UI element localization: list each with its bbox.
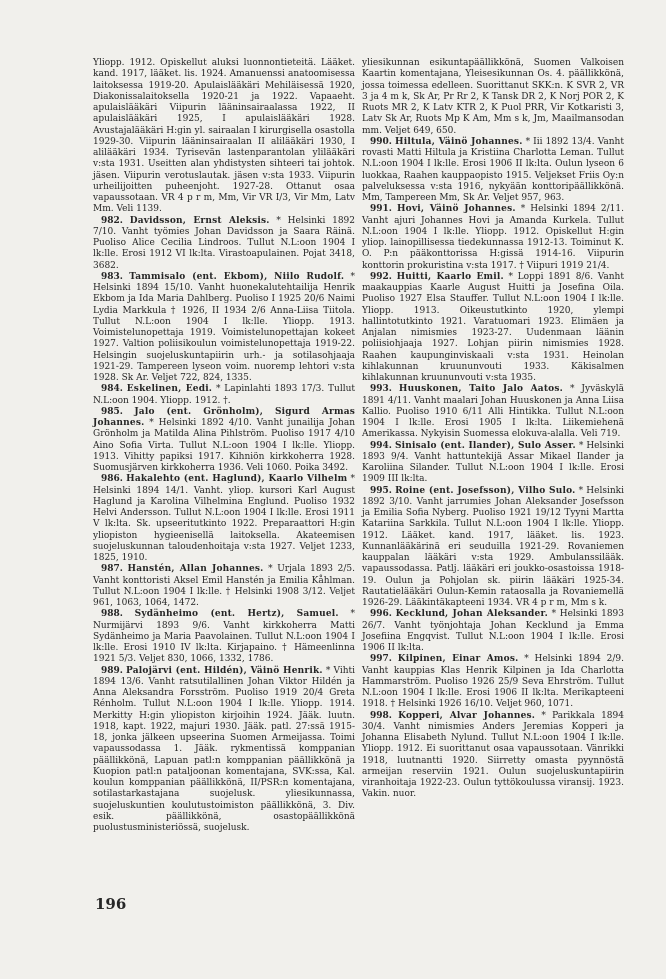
entry-number: 994. (370, 440, 392, 451)
biography-entry (93, 564, 355, 609)
person-name: Jalo (ent. Grönholm), Sigurd Armas Johannes. (93, 406, 355, 428)
entry-number: 988. (101, 609, 123, 620)
entry-number: 986. (101, 474, 123, 485)
person-name: Sinisalo (ent. Ilander), Sulo Asser. (394, 440, 576, 451)
person-name: Hanstén, Allan Johannes. (127, 564, 264, 575)
entry-text: Yliopp. 1912. Opiskellut aluksi luonnontieteitä. Lääket. kand. 1917, lääket. lis. 1924. Amanuenssi anatoomisessa laitoksessa 1919-20. Apulaislääkäri Mehiläisessä 1920, Diakonissalaitoksella 1920-21 ja 1922. Vapaaeht. apulaislääkäri Viipurin lääninsairaalassa 1922, II apulaislääkäri 1925, I apulaislääkäri 1928. Avustajalääkäri H:gin yl. sairaalan I kirurgisella osastolla 1929-30. Viipurin lääninsairaalan II alilääkäri 1930, I alilääkäri 1934. Tyrisevän lastenparantolan ylilääkäri v:sta 1931. Useitten alan yhdistysten sihteeri tai johtok. jäsen. Viipurin verotuslautak. jäsen v:sta 1933. Viipurin urheilijoitten puheenjoht. 1927-28. Ottanut osaa vapaussotaan. VR 4 p r m, Mm, Vir VR I/3, Vir Mm, Latv Mm. Veli 1139. (93, 58, 355, 215)
entry-number: 991. (370, 204, 392, 215)
person-name: Kecklund, Johan Aleksander. (395, 609, 548, 620)
entry-text: * Parikkala 1894 30/4. Vanht nimismies Anders Jeremias Kopperi ja Johanna Elisabeth Nylund. Tullut N.L:oon 1904 I lk:lle. Yliopp. 1912. Ei suorittanut osaa vapaussotaan. Vänrikki 1918, luutnantti 1920. Siirretty omasta pyynnöstä armeijan reserviin 1921. Oulun suojeluskuntapiirin viranhoitaja 1922-23. Oulun tyttökoulussa viransij. 1923. Vakin. nuor. (362, 710, 624, 800)
biography-entry (362, 272, 624, 385)
right-column (362, 58, 624, 801)
biography-entry (362, 441, 624, 486)
entry-text: * Helsinki 1892 7/10. Vanht työmies Johan Davidsson ja Saara Räinä. Puoliso Alice Cecilia Lindroos. Tullut N.L:oon 1904 I lk:lle. Erosi 1912 VI lk:lta. Virastoapulainen. Pojat 3418, 3682. (93, 215, 355, 271)
entry-number: 990. (370, 136, 392, 147)
biography-entry (93, 474, 355, 564)
person-name: Hiltula, Väinö Johannes. (395, 136, 523, 147)
biography-entry (362, 384, 624, 440)
entry-number: 995. (370, 485, 392, 496)
person-name: Hovi, Väinö Johannes. (396, 204, 516, 215)
person-name: Kopperi, Alvar Johannes. (398, 710, 536, 721)
entry-text: * Helsinki 1892 4/10. Vanht junailija Johan Grönholm ja Matilda Alina Pihlström. Puoliso 1917 4/10 Aino Sofia Virta. Tullut N.L:oon 1904 I lk:lle. Yliopp. 1913. Vihitty papiksi 1917. Kihniön kirkkoherra 1928. Suomusjärven kirkkoherra 1936. Veli 1060. Poika 3492. (93, 418, 355, 473)
person-name: Palojärvi (ent. Hildén), Väinö Henrik. (126, 665, 323, 676)
biography-entry (93, 407, 355, 475)
entry-text: * Nurmijärvi 1893 9/6. Vanht kirkkoherra Matti Sydänheimo ja Maria Paavolainen. Tullut N.L:oon 1904 I lk:lle. Erosi 1910 IV lk:lta. Kirjapaino. † Hämeenlinna 1921 5/3. Veljet 830, 1066, 1332, 1786. (93, 609, 355, 665)
entry-text: * Loppi 1891 8/6. Vanht maakauppias Kaarle August Huitti ja Josefina Oila. Puoliso 1927 Elsa Stauffer. Tullut N.L:oon 1904 I lk:lle. Yliopp. 1913. Oikeustutkinto 1920, ylempi hallintotutkinto 1921. Varatuomari 1923. Elimäen ja Anjalan nimismies 1923-27. Uudenmaan läänin poliisiohjaaja 1927. Lohjan piirin nimismies 1928. Raahen kaupunginviskaali v:sta 1931. Heinolan kihlakunnan kruununvouti 1933. Käkisalmen kihlakunnan kruununvouti v:sta 1935. (362, 271, 624, 383)
continued-entry (93, 58, 355, 216)
entry-number: 992. (370, 271, 392, 282)
entry-number: 998. (370, 710, 392, 721)
left-column (93, 58, 355, 834)
biography-entry (93, 609, 355, 665)
biography-entry (362, 137, 624, 205)
biography-entry (362, 654, 624, 710)
entry-number: 989. (101, 665, 123, 676)
biography-entry (362, 609, 624, 654)
entry-text: * Helsinki 1893 26/7. Vanht työnjohtaja Johan Kecklund ja Emma Josefiina Engqvist. Tullut N.L:oon 1904 I lk:lle. Erosi 1906 II lk:lta. (362, 609, 624, 653)
biography-entry (93, 216, 355, 272)
person-name: Huitti, Kaarlo Emil. (396, 271, 504, 282)
biography-entry (93, 384, 355, 407)
entry-text: * Urjala 1893 2/5. Vanht konttoristi Aksel Emil Hanstén ja Emilia Kåhlman. Tullut N.L:oon 1904 I lk:lle. † Helsinki 1908 3/12. Veljet 961, 1063, 1064, 1472. (93, 564, 355, 608)
entry-text: * Iii 1892 13/4. Vanht rovasti Matti Hiltula ja Kristiina Charlotta Leman. Tullut N.L:oon 1904 I lk:lle. Erosi 1906 II lk:lta. Oulun lyseon 6 luokkaa, Raahen kauppaopisto 1915. Veljekset Friis Oy:n palveluksessa v:sta 1916, nykyään konttoripäällikkönä. Mm, Tampereen Mm, Sk Ar. Veljet 957, 963. (362, 136, 624, 203)
entry-text: * Vihti 1894 13/6. Vanht ratsutilallinen Johan Viktor Hildén ja Anna Aleksandra Forsström. Puoliso 1919 20/4 Greta Rénholm. Tullut N.L:oon 1904 I lk:lle. Yliopp. 1914. Merkitty H:gin yliopiston kirjoihin 1924. Jääk. luutn. 1918, kapt. 1922, majuri 1930. Jääk. patl. 27:ssä 1915-18, jonka jälkeen upseerina Suomen Armeijassa. Toimi vapaussodassa 1. Jääk. rykmentissä komppanian päällikkönä, Lapuan patl:n komppanian päällikkönä ja Kuopion patl:n pataljoonan komentajana, SVK:ssa, Kal. koulun komppanian päällikkönä, II/PSR:n komentajana, sotilastarkastajana suojelusk. yliesikunnassa, suojeluskuntien koulutustoimiston päällikkönä, 3. Div. esik. päällikkönä, osastopäällikkönä puolustusministeriössä, suojelusk. (93, 665, 355, 833)
entry-text: * Helsinki 1892 3/10. Vanht jarrumies Johan Aleksander Josefsson ja Emilia Sofia Nyberg. Puoliso 1921 19/12 Tyyni Martta Katariina Sarkkila. Tullut N.L:oon 1904 I lk:lle. Yliopp. 1912. Lääket. kand. 1917, lääket. lis. 1923. Kunnanlääkärinä eri seuduilla 1921-29. Rovaniemen kauppalan lääkäri v:sta 1929. Ambulanssilääk. vapaussodassa. Patlj. lääkäri eri joukko-osastoissa 1918-19. Oulun ja Pohjolan sk. piirin lääkäri 1925-34. Rautatielääkäri Oulun-Kemin rataosalla ja Rovaniemellä 1926-29. Lääkintäkapteeni 1934. VR 4 p r m, Mm s k. (362, 485, 624, 608)
biography-entry (93, 666, 355, 835)
entry-text: * Helsinki 1893 9/4. Vanht hattuntekijä Assar Mikael Ilander ja Karoliina Silander. Tullut N.L:oon 1904 I lk:lle. Erosi 1909 III lk:lta. (362, 440, 624, 485)
entry-number: 984. (101, 384, 123, 395)
person-name: Eskelinen, Eedi. (126, 384, 213, 395)
entry-number: 993. (370, 384, 392, 395)
biography-entry (93, 272, 355, 385)
entry-text: * Helsinki 1894 2/9. Vanht kauppias Klas Henrik Kilpinen ja Ida Charlotta Hammarström. Puoliso 1926 25/9 Seva Ehrström. Tullut N.L:oon 1904 I lk:lle. Erosi 1906 II lk:lta. Merikapteeni 1918. † Helsinki 1926 16/10. Veljet 960, 1071. (362, 654, 624, 710)
entry-text: * Helsinki 1894 15/10. Vanht huonekalutehtailija Henrik Ekbom ja Ida Maria Dahlberg. Puoliso I 1925 20/6 Naimi Lydia Markkula † 1926, II 1934 2/6 Anna-Liisa Tiitola. Tullut N.L:oon 1904 I lk:lle. Yliopp. 1913. Voimistelunopettaja 1919. Voimistelunopettajan kokeet 1927. Valtion poliisikoulun voimistelunopettaja 1919-22. Helsingin suojeluskuntapiirin urh.- ja sotilasohjaaja 1921-29. Tampereen lyseon voim. nuoremp lehtori v:sta 1928. Sk Ar. Veljet 722, 824, 1335. (93, 271, 355, 383)
entry-text: * Helsinki 1894 2/11. Vanht ajuri Johannes Hovi ja Amanda Kurkela. Tullut N.L:oon 1904 I lk:lle. Yliopp. 1912. Opiskellut H:gin yliop. lainopillisessa tiedekunnassa 1912-13. Toiminut K. O. P:n pääkonttorissa H:gissä 1914-16. Viipurin konttorin prokuristina v:sta 1917. † Viipuri 1919 21/4. (362, 204, 624, 271)
person-name: Davidsson, Ernst Aleksis. (129, 215, 270, 226)
entry-text: * Helsinki 1894 14/1. Vanht. yliop. kursori Karl August Haglund ja Karolina Vilhelmina Englund. Puoliso 1932 Helvi Andersson. Tullut N.L:oon 1904 I lk:lle. Erosi 1911 V lk:lta. Sk. upseeritutkinto 1922. Preparaattori H:gin yliopiston hygieenisellä laitoksella. Akateemisen suojeluskunnan taloudenhoitaja v:sta 1927. Veljet 1233, 1825, 1910. (93, 474, 355, 563)
person-name: Tammisalo (ent. Ekbom), Niilo Rudolf. (129, 271, 345, 282)
entry-text: * Lapinlahti 1893 17/3. Tullut N.L:oon 1904. Yliopp. 1912. †. (93, 384, 356, 406)
entry-number: 987. (101, 564, 123, 575)
entry-text: * Jyväskylä 1891 4/11. Vanht maalari Johan Huuskonen ja Anna Liisa Kallio. Puoliso 1910 6/11 Alli Hintikka. Tullut N.L:oon 1904 I lk:lle. Erosi 1905 I lk:lta. Liikemiehenä Amerikassa. Nykyisin Suomessa elokuva-alalla. Veli 719. (362, 384, 624, 440)
biography-entry (362, 711, 624, 801)
continued-entry (362, 58, 624, 137)
person-name: Huuskonen, Taito Jalo Aatos. (398, 384, 563, 395)
person-name: Kilpinen, Einar Amos. (397, 654, 519, 665)
person-name: Sydänheimo (ent. Hertz), Samuel. (134, 609, 339, 620)
entry-number: 985. (101, 406, 123, 417)
entry-number: 983. (101, 271, 123, 282)
person-name: Hakalehto (ent. Haglund), Kaarlo Vilhelm (126, 474, 348, 485)
biography-entry (362, 486, 624, 610)
biography-entry (362, 204, 624, 272)
page-number: 196 (95, 895, 127, 913)
entry-number: 997. (370, 654, 392, 665)
entry-number: 982. (101, 215, 123, 226)
person-name: Roine (ent. Josefsson), Vilho Sulo. (395, 485, 576, 496)
entry-number: 996. (370, 609, 392, 620)
entry-text: yliesikunnan esikuntapäällikkönä, Suomen Valkoisen Kaartin komentajana, Yleisesikunnan Os. 4. päällikkönä, jossa toimessa edelleen. Suorittanut SKK:n. K SVR 2, VR 3 ja 4 m k, Sk Ar, Pr Rr 2, K Tansk DR 2, K Norj POR 2, K Ruots MR 2, K Latv KTR 2, K Puol PRR, Vir Kotkaristi 3, Latv Sk Ar, Ruots Mp K Am, Mm s k, Jm, Maailmansodan mm. Veljet 649, 650. (362, 58, 624, 136)
